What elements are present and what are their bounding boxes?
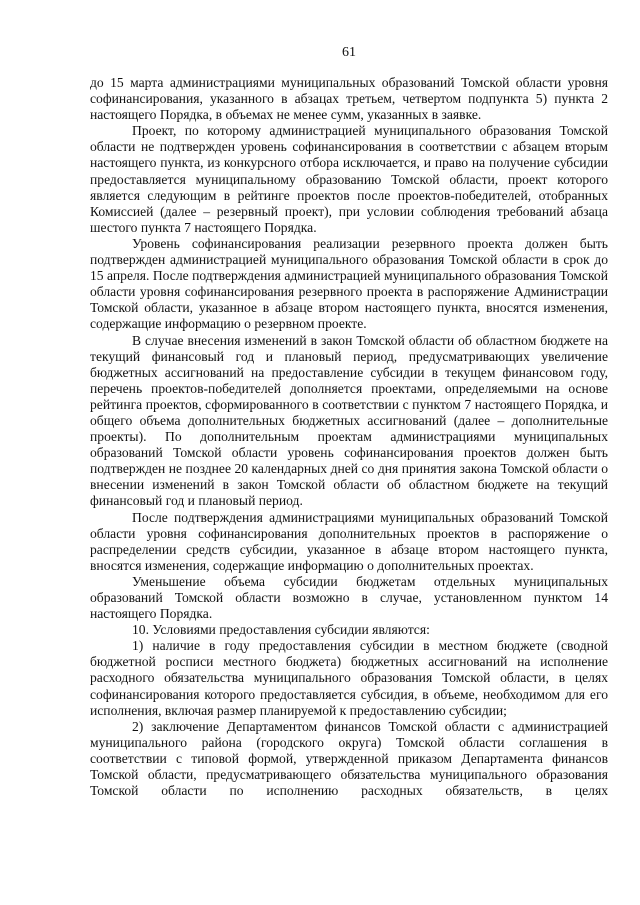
paragraph-reserve-project: Уровень софинансирования реализации резервного проекта должен быть подтвержден администрацией муниципального образования Томской области в срок до 15 апреля. После подтверждения администрацией муниципального образования Томской области уровня софинансирования резервного проекта в распоряжение Администрации Томской области, указанное в абзаце втором настоящего пункта, вносятся изменения, содержащие информацию о резервном проекте. [90,235,608,332]
paragraph-subsidy-reduction: Уменьшение объема субсидии бюджетам отдельных муниципальных образований Томской области возможно в случае, установленном пунктом 14 настоящего Порядка. [90,573,608,622]
paragraph-condition-2: 2) заключение Департаментом финансов Томской области с администрацией муниципального района (городского округа) Томской области соглашения в соответствии с типовой формой, утвержденной приказом Департамента финансов Томской области, предусматривающего обязательства муниципального образования Томской области по исполнению расходных обязательств, в целях [90,718,608,799]
paragraph-conditions-heading: 10. Условиями предоставления субсидии являются: [132,622,430,638]
paragraph-budget-changes: В случае внесения изменений в закон Томской области об областном бюджете на текущий финансовый год и плановый период, предусматривающих увеличение бюджетных ассигнований на предоставление субсидии в текущем финансовом году, перечень проектов-победителей дополняется проектами, определяемыми на основе рейтинга проектов, сформированного в соответствии с пунктом 7 настоящего Порядка, и общего объема дополнительных бюджетных ассигнований (далее – дополнительные проекты). По дополнительным проектам администрациями муниципальных образований Томской области уровень софинансирования проектов должен быть подтвержден не позднее 20 календарных дней со дня принятия закона Томской области о внесении изменений в закон Томской области об областном бюджете на текущий финансовый год и плановый период. [90,332,608,509]
paragraph-condition-1: 1) наличие в году предоставления субсидии в местном бюджете (сводной бюджетной росписи местного бюджета) бюджетных ассигнований на исполнение расходного обязательства муниципального образования Томской области, в целях софинансирования которого предоставляется субсидия, в объеме, необходимом для его исполнения, включая размер планируемой к предоставлению субсидии; [90,638,608,718]
paragraph-continuation: до 15 марта администрациями муниципальных образований Томской области уровня софинансирования, указанного в абзацах третьем, четвертом подпункта 5) пункта 2 настоящего Порядка, в объемах не менее сумм, указанных в заявке. [90,75,608,123]
paragraph-project-exclusion: Проект, по которому администрацией муниципального образования Томской области не подтвержден уровень софинансирования в соответствии с абзацем вторым настоящего пункта, из конкурсного отбора исключается, и право на получение субсидии предоставляется муниципальному образованию Томской области, проект которого является следующим в рейтинге проектов после проектов-победителей, отобранных Комиссией (далее – резервный проект), при условии соблюдения требований абзаца шестого пункта 7 настоящего Порядка. [90,123,608,235]
paragraph-additional-projects: После подтверждения администрациями муниципальных образований Томской области уровня софинансирования дополнительных проектов в распоряжение о распределении средств субсидии, указанное в абзаце втором настоящего пункта, вносятся изменения, содержащие информацию о дополнительных проектах. [90,509,608,573]
page-number: 61 [342,45,356,60]
